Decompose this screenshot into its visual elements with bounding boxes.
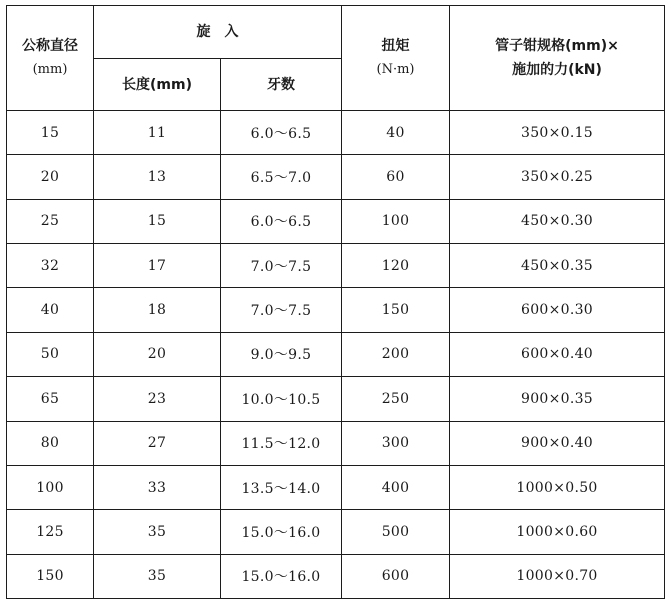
table-row: [7, 199, 665, 243]
header-diameter-label: 公称直径: [22, 38, 78, 54]
cell-wrench: 350×0.25: [450, 155, 665, 199]
cell-diameter: 100: [7, 465, 94, 509]
header-wrench-force: 施加的力(kN): [512, 62, 602, 78]
cell-length: 13: [94, 155, 221, 199]
table-row: [7, 510, 665, 554]
table-row: [7, 377, 665, 421]
table-row: [7, 421, 665, 465]
cell-teeth: 11.5～12.0: [221, 421, 342, 465]
cell-wrench: 600×0.30: [450, 288, 665, 332]
cell-length: 18: [94, 288, 221, 332]
cell-teeth: 6.5～7.0: [221, 155, 342, 199]
header-teeth-label: 牙数: [267, 76, 295, 93]
cell-length: 35: [94, 554, 221, 598]
cell-length: 15: [94, 199, 221, 243]
cell-teeth: 15.0～16.0: [221, 554, 342, 598]
cell-wrench: 1000×0.60: [450, 510, 665, 554]
table-row: [7, 465, 665, 509]
cell-length: 33: [94, 465, 221, 509]
cell-torque: 200: [342, 332, 450, 376]
thread-torque-table: [6, 5, 665, 599]
cell-torque: 600: [342, 554, 450, 598]
cell-diameter: 20: [7, 155, 94, 199]
cell-diameter: 15: [7, 111, 94, 155]
cell-wrench: 1000×0.50: [450, 465, 665, 509]
header-torque-unit: (N·m): [376, 62, 415, 77]
cell-teeth: 9.0～9.5: [221, 332, 342, 376]
cell-torque: 40: [342, 111, 450, 155]
cell-wrench: 350×0.15: [450, 111, 665, 155]
cell-torque: 120: [342, 244, 450, 288]
table-row: [7, 332, 665, 376]
cell-torque: 150: [342, 288, 450, 332]
cell-teeth: 15.0～16.0: [221, 510, 342, 554]
header-thread-in: [94, 6, 342, 59]
cell-length: 27: [94, 421, 221, 465]
table-row: [7, 288, 665, 332]
header-wrench-label: 管子钳规格(mm)×: [495, 38, 619, 54]
cell-torque: 300: [342, 421, 450, 465]
header-row-top: [7, 6, 665, 59]
header-diameter: [7, 6, 94, 111]
header-teeth: [221, 59, 342, 111]
header-thread-in-label: 旋 入: [196, 24, 239, 40]
cell-length: 17: [94, 244, 221, 288]
cell-wrench: 1000×0.70: [450, 554, 665, 598]
cell-length: 35: [94, 510, 221, 554]
header-wrench: [450, 6, 665, 111]
cell-torque: 400: [342, 465, 450, 509]
table-row: [7, 155, 665, 199]
table-row: [7, 554, 665, 598]
cell-diameter: 150: [7, 554, 94, 598]
cell-wrench: 450×0.35: [450, 244, 665, 288]
cell-length: 23: [94, 377, 221, 421]
cell-torque: 500: [342, 510, 450, 554]
cell-diameter: 25: [7, 199, 94, 243]
cell-teeth: 6.0～6.5: [221, 111, 342, 155]
cell-diameter: 80: [7, 421, 94, 465]
cell-teeth: 7.0～7.5: [221, 288, 342, 332]
cell-wrench: 900×0.40: [450, 421, 665, 465]
table-body: [7, 111, 665, 599]
cell-torque: 100: [342, 199, 450, 243]
cell-wrench: 450×0.30: [450, 199, 665, 243]
table-row: [7, 244, 665, 288]
cell-diameter: 65: [7, 377, 94, 421]
cell-length: 11: [94, 111, 221, 155]
cell-torque: 60: [342, 155, 450, 199]
cell-diameter: 125: [7, 510, 94, 554]
cell-diameter: 50: [7, 332, 94, 376]
header-diameter-unit: (mm): [32, 62, 68, 77]
cell-length: 20: [94, 332, 221, 376]
table-row: [7, 111, 665, 155]
cell-diameter: 32: [7, 244, 94, 288]
table-header: [7, 6, 665, 111]
header-length: [94, 59, 221, 111]
cell-wrench: 600×0.40: [450, 332, 665, 376]
cell-teeth: 13.5～14.0: [221, 465, 342, 509]
header-length-label: 长度(mm): [122, 76, 192, 93]
cell-teeth: 7.0～7.5: [221, 244, 342, 288]
cell-teeth: 10.0～10.5: [221, 377, 342, 421]
cell-diameter: 40: [7, 288, 94, 332]
header-torque-label: 扭矩: [381, 38, 410, 54]
cell-teeth: 6.0～6.5: [221, 199, 342, 243]
cell-torque: 250: [342, 377, 450, 421]
header-torque: [342, 6, 450, 111]
cell-wrench: 900×0.35: [450, 377, 665, 421]
